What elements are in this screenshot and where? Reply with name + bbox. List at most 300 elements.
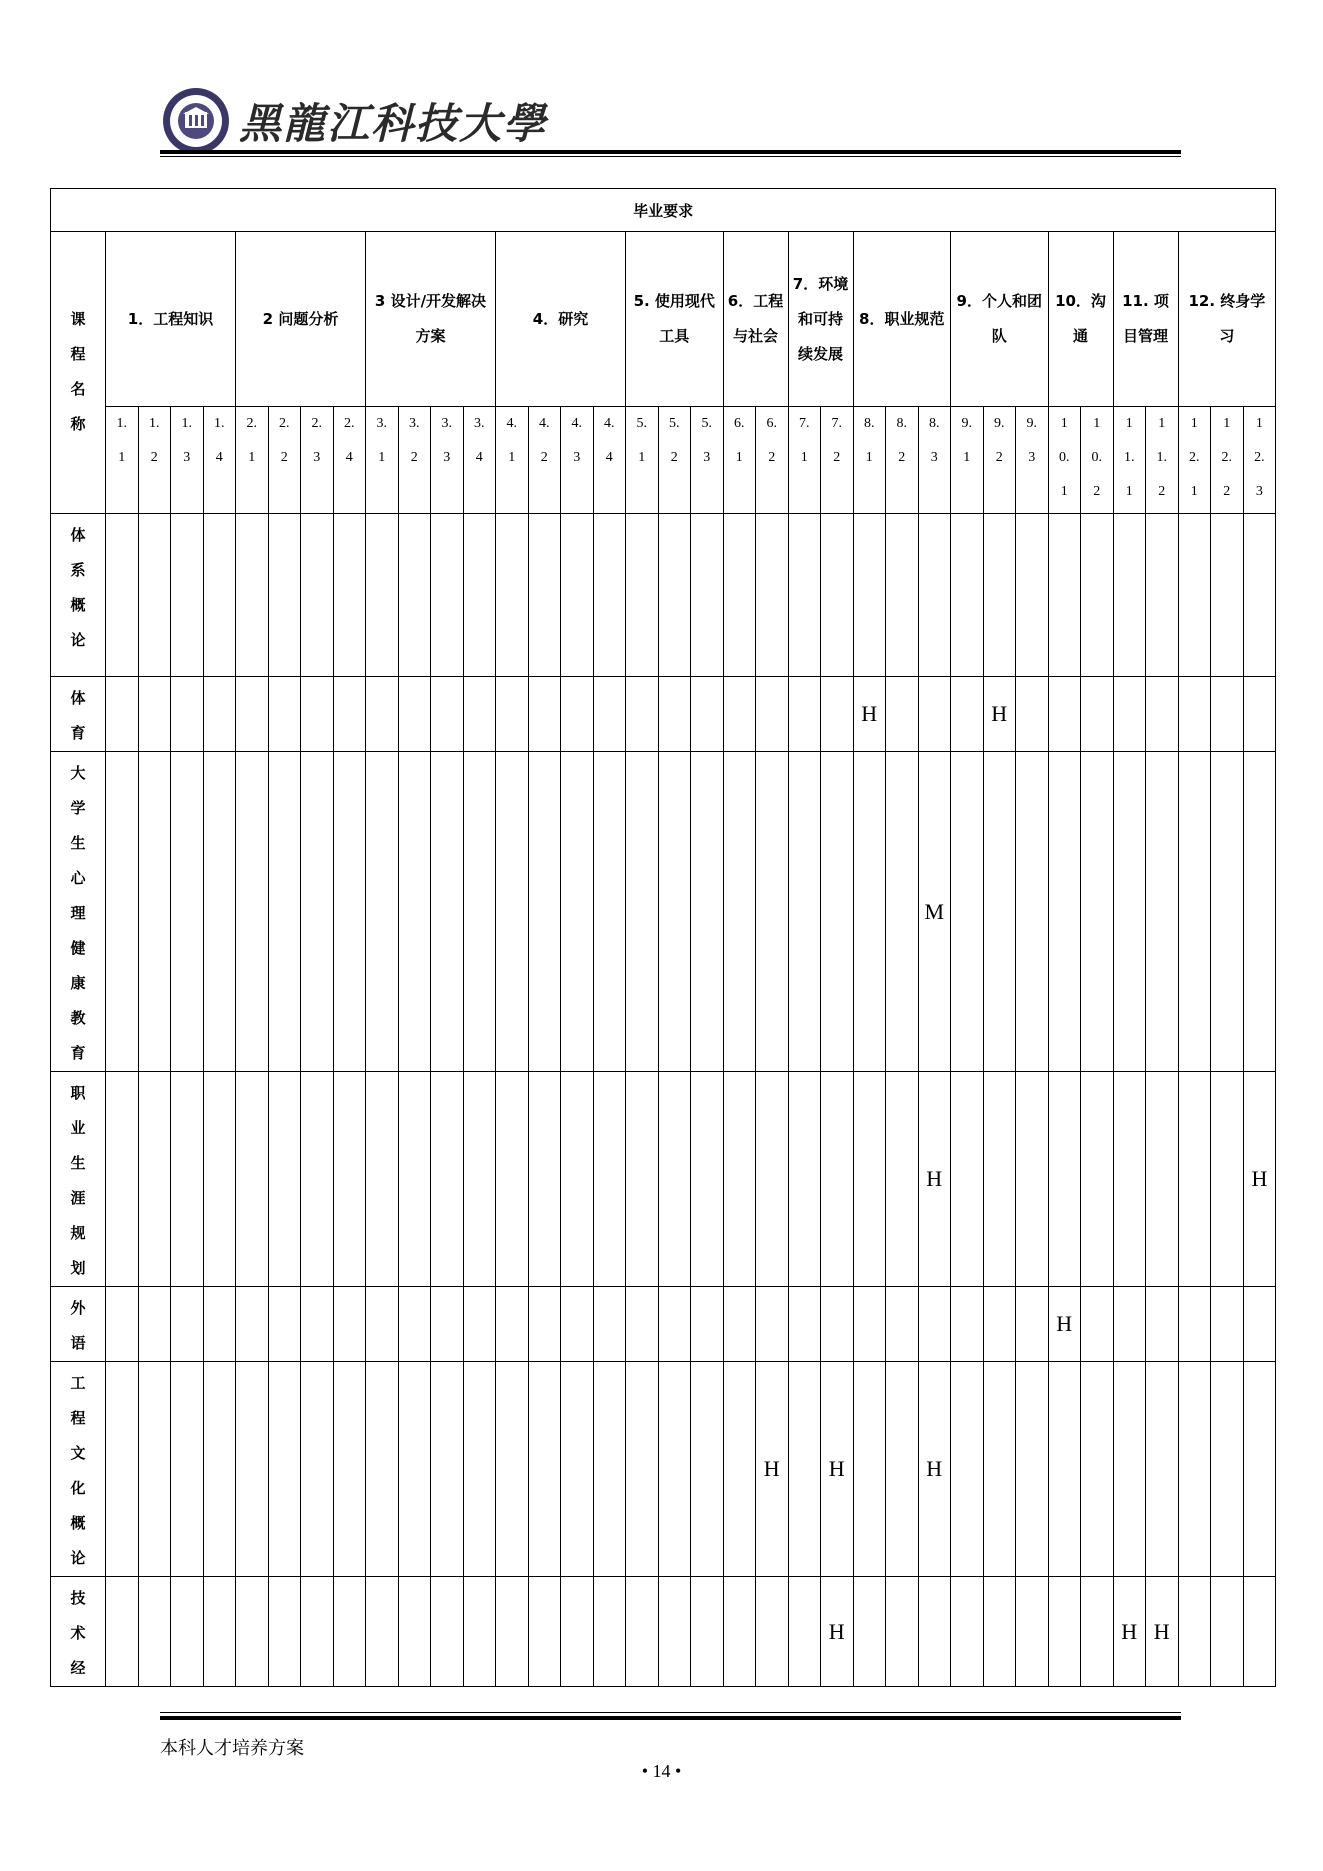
sub-requirement-label: 4.2 <box>539 416 550 465</box>
sub-requirement-index <box>886 407 919 514</box>
matrix-cell <box>236 1287 269 1362</box>
matrix-cell <box>398 1072 431 1287</box>
sub-requirement-index <box>138 407 171 514</box>
requirement-group-label: 9．个人和团队 <box>956 292 1042 345</box>
sub-requirement-label: 3.2 <box>409 416 420 465</box>
course-name-cell <box>51 677 106 752</box>
matrix-cell <box>1178 1072 1211 1287</box>
matrix-cell <box>626 752 659 1072</box>
sub-requirement-label: 9.3 <box>1026 416 1037 465</box>
table-row <box>51 1577 1276 1687</box>
matrix-cell <box>626 514 659 677</box>
table-row <box>51 1362 1276 1577</box>
sub-requirement-index <box>1146 407 1179 514</box>
requirement-group-label: 12. 终身学习 <box>1188 292 1266 345</box>
matrix-cell <box>983 677 1016 752</box>
matrix-cell <box>463 752 496 1072</box>
requirement-group-label: 4．研究 <box>532 309 589 328</box>
matrix-cell <box>301 1577 334 1687</box>
matrix-cell <box>918 514 951 677</box>
matrix-cell <box>658 1577 691 1687</box>
matrix-cell <box>561 1362 594 1577</box>
header-rule-thin <box>160 156 1181 157</box>
matrix-cell <box>366 1577 399 1687</box>
course-name-cell <box>51 1577 106 1687</box>
matrix-cell <box>528 1362 561 1577</box>
matrix-cell <box>333 1072 366 1287</box>
matrix-cell <box>853 1362 886 1577</box>
matrix-cell <box>171 514 204 677</box>
matrix-cell <box>366 514 399 677</box>
requirement-group-header <box>366 232 496 407</box>
matrix-cell <box>1081 1362 1114 1577</box>
matrix-cell <box>333 1362 366 1577</box>
matrix-cell <box>983 1362 1016 1577</box>
matrix-cell <box>658 514 691 677</box>
footer-rule-thin <box>160 1712 1181 1713</box>
sub-requirement-index <box>333 407 366 514</box>
matrix-cell <box>171 752 204 1072</box>
matrix-cell <box>236 514 269 677</box>
matrix-cell <box>528 1287 561 1362</box>
matrix-cell <box>398 1577 431 1687</box>
matrix-cell <box>626 1577 659 1687</box>
requirement-group-label: 6．工程与社会 <box>727 292 784 345</box>
matrix-cell <box>398 677 431 752</box>
matrix-cell <box>561 752 594 1072</box>
matrix-cell <box>528 752 561 1072</box>
course-name-header-text: 课程名称 <box>70 310 86 433</box>
matrix-cell <box>658 1287 691 1362</box>
requirement-group-header <box>496 232 626 407</box>
matrix-cell <box>1243 677 1276 752</box>
matrix-cell <box>1113 1362 1146 1577</box>
matrix-cell <box>106 514 139 677</box>
matrix-cell <box>918 752 951 1072</box>
support-level-mark: H <box>991 701 1008 726</box>
matrix-cell <box>821 1577 854 1687</box>
matrix-cell <box>853 514 886 677</box>
sub-requirement-index <box>366 407 399 514</box>
matrix-cell <box>1243 1287 1276 1362</box>
sub-requirement-label: 5.1 <box>636 416 647 465</box>
sub-requirement-index <box>853 407 886 514</box>
matrix-cell <box>1081 752 1114 1072</box>
course-name-cell <box>51 1072 106 1287</box>
sub-requirement-index <box>268 407 301 514</box>
sub-requirement-index <box>593 407 626 514</box>
matrix-cell <box>951 1287 984 1362</box>
matrix-cell <box>333 677 366 752</box>
matrix-cell <box>593 1072 626 1287</box>
sub-requirement-label: 6.2 <box>766 416 777 465</box>
matrix-cell <box>853 752 886 1072</box>
sub-requirement-label: 10.1 <box>1059 416 1070 499</box>
requirement-group-header <box>1113 232 1178 407</box>
sub-requirement-label: 5.3 <box>701 416 712 465</box>
requirement-group-header <box>853 232 951 407</box>
table-row <box>51 1072 1276 1287</box>
matrix-cell <box>236 1072 269 1287</box>
matrix-cell <box>723 752 756 1072</box>
matrix-cell <box>821 1072 854 1287</box>
matrix-cell <box>236 752 269 1072</box>
requirement-group-label: 3 设计/开发解决方案 <box>374 292 487 345</box>
matrix-cell <box>1211 752 1244 1072</box>
matrix-cell <box>886 677 919 752</box>
sub-requirement-index <box>723 407 756 514</box>
matrix-cell <box>496 677 529 752</box>
matrix-cell <box>1146 1362 1179 1577</box>
matrix-cell <box>333 514 366 677</box>
matrix-cell <box>171 677 204 752</box>
matrix-cell <box>918 677 951 752</box>
matrix-cell <box>951 1072 984 1287</box>
matrix-cell <box>333 1287 366 1362</box>
sub-requirement-index <box>203 407 236 514</box>
sub-requirement-index <box>398 407 431 514</box>
matrix-cell <box>138 1362 171 1577</box>
matrix-cell <box>236 677 269 752</box>
requirement-group-label: 5. 使用现代工具 <box>633 292 715 345</box>
matrix-cell <box>398 1362 431 1577</box>
matrix-cell <box>1243 1072 1276 1287</box>
sub-requirement-label: 2.4 <box>344 416 355 465</box>
requirement-group-label: 7．环境和可持续发展 <box>792 274 849 363</box>
sub-requirement-label: 4.4 <box>604 416 615 465</box>
matrix-cell <box>821 752 854 1072</box>
matrix-cell <box>236 1577 269 1687</box>
matrix-cell <box>918 1072 951 1287</box>
matrix-cell <box>691 1072 724 1287</box>
matrix-cell <box>528 1072 561 1287</box>
matrix-cell <box>1048 1287 1081 1362</box>
matrix-cell <box>106 1577 139 1687</box>
matrix-cell <box>366 1072 399 1287</box>
requirement-group-header <box>236 232 366 407</box>
requirement-group-label: 1．工程知识 <box>127 309 214 328</box>
matrix-cell <box>463 514 496 677</box>
matrix-cell <box>1178 752 1211 1072</box>
matrix-cell <box>301 514 334 677</box>
matrix-cell <box>561 677 594 752</box>
matrix-cell <box>821 514 854 677</box>
course-name: 职业生涯规划 <box>70 1084 86 1277</box>
matrix-cell <box>171 1577 204 1687</box>
matrix-cell <box>268 514 301 677</box>
matrix-cell <box>203 752 236 1072</box>
matrix-cell <box>268 752 301 1072</box>
matrix-cell <box>1048 1072 1081 1287</box>
sub-requirement-label: 7.1 <box>799 416 810 465</box>
matrix-cell <box>398 514 431 677</box>
course-name-cell <box>51 514 106 677</box>
matrix-cell <box>593 514 626 677</box>
support-level-mark: H <box>1121 1618 1138 1644</box>
matrix-cell <box>821 1287 854 1362</box>
matrix-cell <box>723 1287 756 1362</box>
matrix-cell <box>496 1287 529 1362</box>
matrix-cell <box>106 1287 139 1362</box>
matrix-cell <box>821 677 854 752</box>
matrix-cell <box>171 1362 204 1577</box>
sub-requirement-label: 4.1 <box>506 416 517 465</box>
support-level-mark: H <box>926 1456 943 1481</box>
matrix-cell <box>886 514 919 677</box>
table-row <box>51 1287 1276 1362</box>
sub-requirement-index <box>463 407 496 514</box>
requirement-group-label: 10．沟通 <box>1055 292 1106 345</box>
matrix-cell <box>528 514 561 677</box>
matrix-cell <box>951 1362 984 1577</box>
page-number: • 14 • <box>641 1761 682 1781</box>
matrix-cell <box>561 1287 594 1362</box>
sub-requirement-index <box>756 407 789 514</box>
table-title: 毕业要求 <box>51 189 1276 232</box>
sub-requirement-index <box>1178 407 1211 514</box>
matrix-cell <box>463 1287 496 1362</box>
matrix-cell <box>918 1577 951 1687</box>
matrix-cell <box>301 1072 334 1287</box>
matrix-cell <box>1048 752 1081 1072</box>
matrix-cell <box>593 677 626 752</box>
table-row <box>51 752 1276 1072</box>
sub-requirement-label: 1.4 <box>214 416 225 465</box>
matrix-cell <box>1081 1072 1114 1287</box>
requirement-group-label: 11. 项目管理 <box>1122 292 1169 345</box>
course-name-cell <box>51 1287 106 1362</box>
matrix-cell <box>1016 1362 1049 1577</box>
matrix-cell <box>1081 1287 1114 1362</box>
sub-requirement-index <box>626 407 659 514</box>
matrix-cell <box>1146 1072 1179 1287</box>
matrix-cell <box>1178 1577 1211 1687</box>
header-rule <box>160 150 1181 154</box>
requirement-group-header <box>106 232 236 407</box>
sub-requirement-label: 3.1 <box>376 416 387 465</box>
matrix-cell <box>886 1577 919 1687</box>
matrix-cell <box>496 514 529 677</box>
course-name: 体系概论 <box>70 526 86 649</box>
sub-requirement-label: 5.2 <box>669 416 680 465</box>
matrix-cell <box>431 1287 464 1362</box>
matrix-cell <box>853 1577 886 1687</box>
matrix-cell <box>853 1072 886 1287</box>
sub-requirement-index <box>1243 407 1276 514</box>
matrix-cell <box>1146 677 1179 752</box>
sub-requirement-label: 11.1 <box>1124 416 1135 499</box>
matrix-cell <box>398 1287 431 1362</box>
matrix-cell <box>1016 677 1049 752</box>
requirement-group-header <box>723 232 788 407</box>
matrix-cell <box>106 1072 139 1287</box>
sub-requirement-label: 4.3 <box>571 416 582 465</box>
matrix-cell <box>1113 1287 1146 1362</box>
matrix-cell <box>1211 1577 1244 1687</box>
requirement-group-label: 8．职业规范 <box>859 309 945 328</box>
matrix-cell <box>951 514 984 677</box>
matrix-cell <box>626 1362 659 1577</box>
matrix-cell <box>1016 752 1049 1072</box>
footer-title: 本科人才培养方案 <box>160 1738 304 1759</box>
sub-requirement-label: 8.1 <box>864 416 875 465</box>
matrix-cell <box>106 677 139 752</box>
matrix-cell <box>853 1287 886 1362</box>
matrix-cell <box>788 1072 821 1287</box>
matrix-cell <box>366 677 399 752</box>
matrix-cell <box>788 1362 821 1577</box>
requirement-group-header <box>626 232 724 407</box>
sub-requirement-label: 3.4 <box>474 416 485 465</box>
matrix-cell <box>496 1577 529 1687</box>
matrix-cell <box>756 1577 789 1687</box>
matrix-cell <box>366 1362 399 1577</box>
matrix-cell <box>138 1287 171 1362</box>
sub-requirement-label: 1.2 <box>149 416 160 465</box>
sub-requirement-label: 12.2 <box>1221 416 1232 499</box>
sub-requirement-label: 3.3 <box>441 416 452 465</box>
matrix-cell <box>1178 677 1211 752</box>
matrix-cell <box>1211 514 1244 677</box>
university-seal-icon <box>163 88 229 154</box>
matrix-cell <box>333 752 366 1072</box>
matrix-cell <box>691 1362 724 1577</box>
matrix-cell <box>138 752 171 1072</box>
matrix-cell <box>268 1287 301 1362</box>
sub-requirement-index <box>431 407 464 514</box>
matrix-cell <box>366 1287 399 1362</box>
sub-requirement-label: 9.2 <box>994 416 1005 465</box>
matrix-cell <box>691 514 724 677</box>
matrix-cell <box>1178 514 1211 677</box>
matrix-cell <box>723 514 756 677</box>
matrix-cell <box>1048 514 1081 677</box>
matrix-cell <box>431 1362 464 1577</box>
matrix-cell <box>1146 514 1179 677</box>
requirement-group-header <box>951 232 1049 407</box>
matrix-cell <box>723 677 756 752</box>
matrix-cell <box>431 514 464 677</box>
matrix-cell <box>723 1072 756 1287</box>
matrix-cell <box>1113 514 1146 677</box>
matrix-cell <box>333 1577 366 1687</box>
course-name-header <box>51 232 106 514</box>
sub-requirement-label: 1.1 <box>116 416 127 465</box>
sub-requirement-label: 9.1 <box>961 416 972 465</box>
sub-requirement-label: 12.3 <box>1254 416 1265 499</box>
matrix-cell <box>918 1287 951 1362</box>
matrix-cell <box>528 1577 561 1687</box>
matrix-cell <box>203 677 236 752</box>
matrix-cell <box>561 1072 594 1287</box>
sub-requirement-label: 10.2 <box>1091 416 1102 499</box>
matrix-cell <box>723 1577 756 1687</box>
sub-requirement-index <box>496 407 529 514</box>
matrix-cell <box>301 1362 334 1577</box>
support-level-mark: H <box>1056 1311 1073 1336</box>
matrix-cell <box>1081 514 1114 677</box>
matrix-cell <box>853 677 886 752</box>
support-level-mark: H <box>1251 1166 1268 1191</box>
matrix-cell <box>106 752 139 1072</box>
requirement-group-header <box>788 232 853 407</box>
matrix-cell <box>268 1577 301 1687</box>
matrix-cell <box>561 1577 594 1687</box>
sub-requirement-label: 12.1 <box>1189 416 1200 499</box>
course-name-cell <box>51 1362 106 1577</box>
matrix-cell <box>431 677 464 752</box>
sub-requirement-index <box>1081 407 1114 514</box>
matrix-cell <box>886 752 919 1072</box>
matrix-cell <box>1081 677 1114 752</box>
matrix-cell <box>691 752 724 1072</box>
matrix-cell <box>788 514 821 677</box>
matrix-cell <box>496 752 529 1072</box>
matrix-cell <box>593 1287 626 1362</box>
matrix-cell <box>691 677 724 752</box>
matrix-cell <box>496 1362 529 1577</box>
matrix-cell <box>756 1362 789 1577</box>
matrix-cell <box>268 677 301 752</box>
school-name: 黑龍江科技大學 <box>239 99 548 148</box>
matrix-cell <box>1178 1362 1211 1577</box>
matrix-cell <box>1113 752 1146 1072</box>
matrix-cell <box>1243 1577 1276 1687</box>
matrix-cell <box>593 752 626 1072</box>
requirement-group-header <box>1048 232 1113 407</box>
matrix-cell <box>138 1072 171 1287</box>
matrix-cell <box>788 677 821 752</box>
matrix-cell <box>626 1287 659 1362</box>
matrix-cell <box>301 752 334 1072</box>
matrix-cell <box>561 514 594 677</box>
matrix-cell <box>203 514 236 677</box>
support-level-mark: H <box>828 1618 845 1644</box>
course-name: 体育 <box>70 689 86 742</box>
matrix-cell <box>431 1072 464 1287</box>
school-logo <box>163 86 547 156</box>
matrix-cell <box>658 1072 691 1287</box>
matrix-cell <box>788 1577 821 1687</box>
matrix-cell <box>463 1072 496 1287</box>
support-level-mark: H <box>763 1456 780 1481</box>
matrix-cell <box>1048 1362 1081 1577</box>
matrix-cell <box>951 677 984 752</box>
matrix-cell <box>1048 1577 1081 1687</box>
matrix-cell <box>983 752 1016 1072</box>
sub-requirement-index <box>951 407 984 514</box>
matrix-cell <box>593 1577 626 1687</box>
matrix-cell <box>983 514 1016 677</box>
course-name-cell <box>51 752 106 1072</box>
matrix-cell <box>951 1577 984 1687</box>
matrix-cell <box>1243 752 1276 1072</box>
footer-rule <box>160 1716 1181 1720</box>
matrix-cell <box>723 1362 756 1577</box>
matrix-cell <box>528 677 561 752</box>
matrix-cell <box>268 1362 301 1577</box>
sub-requirement-index <box>1016 407 1049 514</box>
matrix-cell <box>658 752 691 1072</box>
matrix-cell <box>626 1072 659 1287</box>
matrix-cell <box>1016 1577 1049 1687</box>
matrix-cell <box>1016 1072 1049 1287</box>
matrix-cell <box>138 677 171 752</box>
sub-requirement-label: 7.2 <box>831 416 842 465</box>
sub-requirement-index <box>1211 407 1244 514</box>
matrix-cell <box>171 1072 204 1287</box>
course-name: 工程文化概论 <box>70 1374 86 1567</box>
